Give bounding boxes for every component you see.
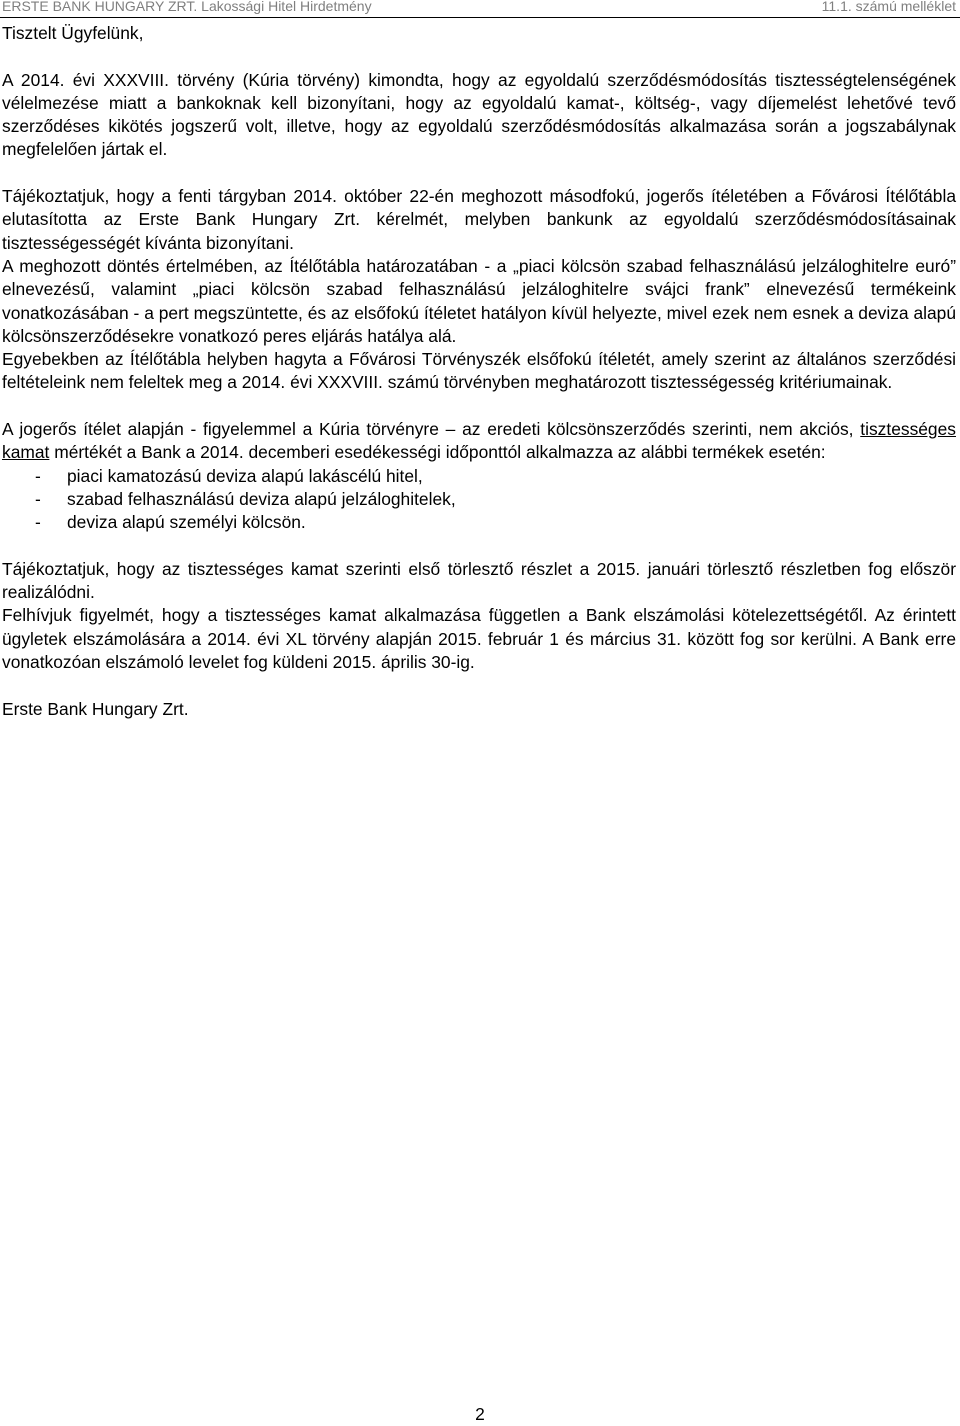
page-number: 2 [475,1404,485,1424]
list-dash: - [35,512,41,533]
paragraph-decision-details: A meghozott döntés értelmében, az Ítélőtábla határozatában - a „piaci kölcsön szabad felhasználású jelzáloghitelre euró” elnevezésű, valamint „piaci kölcsön szabad felhasználású jelzáloghitelre svájci frank” elnevezésű termékeink vonatkozásában - a pert megszüntette, és az elsőfokú ítéletet hatályon kívül helyezte, mivel ezek nem esnek a deviza alapú kölcsönszerződésekre vonatkozó peres eljárás hatálya alá. [2,255,956,346]
letter-body [2,22,956,721]
list-dash: - [35,488,41,509]
list-item [2,465,956,488]
paragraph-fair-interest [2,418,956,465]
paragraph-kuria-law: A 2014. évi XXXVIII. törvény (Kúria törvény) kimondta, hogy az egyoldalú szerződésmódosítás tisztességtelenségének vélelmezése miatt a bankoknak kell bizonyítani, hogy az egyoldalú kamat-, költség-, vagy díjemelést lehetővé tevő szerződéses kikötés jogszerű volt, illetve, hogy az egyoldalú szerződésmódosítás alkalmazása során a jogszabálynak megfelelően jártak el. [2,69,956,160]
list-item [2,488,956,511]
fair-interest-rest: mértékét a Bank a 2014. decemberi esedékességi időponttól alkalmazza az alábbi termékek esetén: [54,442,826,463]
list-dash: - [35,465,41,486]
greeting: Tisztelt Ügyfelünk, [2,23,144,43]
list-item-text: deviza alapú személyi kölcsön. [67,512,306,533]
signature: Erste Bank Hungary Zrt. [2,698,189,719]
header-title: ERSTE BANK HUNGARY ZRT. Lakossági Hitel Hirdetmény [2,0,372,14]
spacer [2,674,956,697]
spacer [2,395,956,418]
spacer [2,45,956,68]
paragraph-court-ruling: Tájékoztatjuk, hogy a fenti tárgyban 2014. október 22-én meghozott másodfokú, jogerős ítéletében a Fővárosi Ítélőtábla elutasította az Erste Bank Hungary Zrt. kérelmét, melyben bankunk az egyoldalú szerződésmódosításainak tisztességességét kívánta bizonyítani. [2,186,956,253]
header-annex-label: 11.1. számú melléklet [821,0,956,14]
list-item-text: szabad felhasználású deviza alapú jelzáloghitelek, [67,488,456,509]
fair-interest-intro: A jogerős ítélet alapján - figyelemmel a Kúria törvényre – az eredeti kölcsönszerződés szerinti, nem akciós, [2,419,854,440]
page-header [0,0,960,18]
list-item-text: piaci kamatozású deviza alapú lakáscélú hitel, [67,465,423,486]
product-list [2,465,956,535]
paragraph-first-installment: Tájékoztatjuk, hogy az tisztességes kamat szerinti első törlesztő részlet a 2015. januári törlesztő részletben fog először realizálódni. [2,558,956,603]
spacer [2,535,956,558]
spacer [2,162,956,185]
list-item [2,511,956,534]
paragraph-first-instance: Egyebekben az Ítélőtábla helyben hagyta a Fővárosi Törvényszék elsőfokú ítéletét, amely szerint az általános szerződési feltételeink nem feleltek meg a 2014. évi XXXVIII. számú törvényben meghatározott tisztességesség kritériumainak. [2,349,956,393]
paragraph-settlement: Felhívjuk figyelmét, hogy a tisztességes kamat alkalmazása független a Bank elszámolási kötelezettségétől. Az érintett ügyletek elszámolására a 2014. évi XL törvény alapján 2015. február 1 és március 31. között fog sor kerülni. A Bank erre vonatkozóan elszámoló levelet fog küldeni 2015. április 30-ig. [2,605,956,673]
fair-interest-term: tisztességes kamat [2,419,956,463]
